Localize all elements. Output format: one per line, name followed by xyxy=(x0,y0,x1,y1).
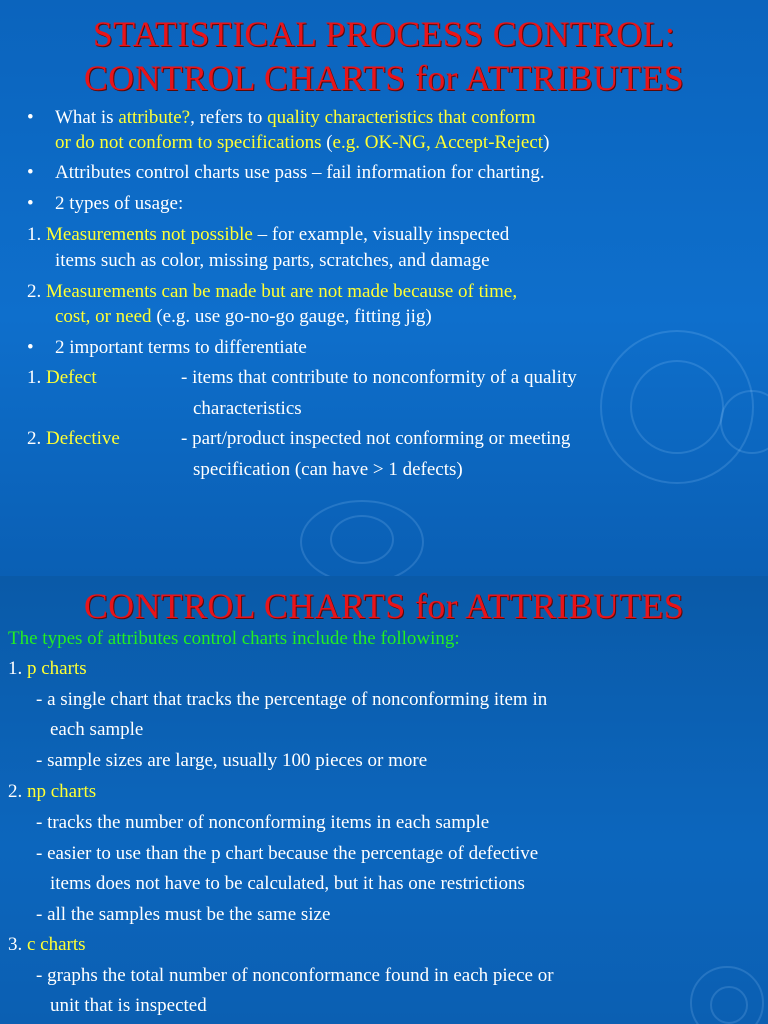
slide-1-title-line-2: CONTROL CHARTS for ATTRIBUTES xyxy=(83,58,685,98)
bullet-marker: • xyxy=(27,107,34,128)
bullet-marker: • xyxy=(27,162,34,183)
text: 2 important terms to differentiate xyxy=(55,337,307,358)
np-chart-line-4: - all the samples must be the same size xyxy=(36,904,331,925)
bullet-important-terms xyxy=(27,336,307,360)
term-defect xyxy=(27,366,97,390)
text: (e.g. use go-no-go gauge, fitting jig) xyxy=(151,306,432,327)
usage-item-1-cont xyxy=(55,249,490,273)
term-defect-desc xyxy=(181,366,577,390)
text: ( xyxy=(321,132,333,153)
text: - items that contribute to nonconformity of a quality xyxy=(181,367,577,388)
list-number: 1. xyxy=(8,658,23,679)
bullet-marker: • xyxy=(27,193,34,214)
highlight-measurements-not-possible: Measurements not possible xyxy=(46,224,253,245)
list-number: 2. xyxy=(27,281,42,302)
term-defect-cont xyxy=(193,397,302,421)
term-defective xyxy=(27,427,120,451)
text: What is xyxy=(55,107,119,128)
highlight-quality-characteristics: quality characteristics that conform xyxy=(267,107,536,128)
highlight-measurements-can-be-made: Measurements can be made but are not made because of time, xyxy=(46,281,518,302)
text: ) xyxy=(543,132,550,153)
highlight-example: e.g. OK-NG, Accept-Reject xyxy=(332,132,544,153)
np-chart-line-2: - easier to use than the p chart because the percentage of defective xyxy=(36,843,539,864)
usage-item-1 xyxy=(27,223,509,247)
text: Attributes control charts use pass – fail information for charting. xyxy=(55,162,545,183)
text: items such as color, missing parts, scratches, and damage xyxy=(55,250,490,271)
list-number: 1. xyxy=(27,224,42,245)
ripple-decoration xyxy=(710,986,748,1024)
highlight-np-charts: np charts xyxy=(27,781,97,802)
slide-2-intro: The types of attributes control charts include the following: xyxy=(8,628,460,649)
highlight-defect: Defect xyxy=(46,367,97,388)
slide-1-title-line-1: STATISTICAL PROCESS CONTROL: xyxy=(92,14,676,54)
text: – for example, visually inspected xyxy=(252,224,510,245)
p-chart-heading xyxy=(8,657,87,681)
bullet-pass-fail xyxy=(27,161,545,185)
usage-item-2 xyxy=(27,280,517,304)
p-chart-line-3: - sample sizes are large, usually 100 pieces or more xyxy=(36,750,428,771)
list-number: 2. xyxy=(27,428,42,449)
np-chart-line-1: - tracks the number of nonconforming items in each sample xyxy=(36,812,490,833)
highlight-p-charts: p charts xyxy=(27,658,87,679)
c-chart-line-2: unit that is inspected xyxy=(50,995,207,1016)
term-defective-cont xyxy=(193,458,463,482)
term-defective-desc xyxy=(181,427,570,451)
c-chart-heading xyxy=(8,933,86,957)
bullet-attribute-definition-cont xyxy=(55,131,549,155)
c-chart-line-1: - graphs the total number of nonconformance found in each piece or xyxy=(36,965,554,986)
np-chart-heading xyxy=(8,780,96,804)
bullet-attribute-definition xyxy=(27,106,536,130)
usage-item-2-cont xyxy=(55,305,432,329)
bullet-types-of-usage xyxy=(27,192,183,216)
p-chart-line-1: - a single chart that tracks the percentage of nonconforming item in xyxy=(36,689,548,710)
p-chart-line-2: each sample xyxy=(50,719,144,740)
highlight-attribute: attribute? xyxy=(118,107,191,128)
ripple-decoration xyxy=(630,360,724,454)
ripple-decoration xyxy=(330,515,394,564)
list-number: 1. xyxy=(27,367,42,388)
text: - part/product inspected not conforming or meeting xyxy=(181,428,571,449)
highlight-cost-or-need: cost, or need xyxy=(55,306,152,327)
highlight-c-charts: c charts xyxy=(27,934,86,955)
text: specification (can have > 1 defects) xyxy=(193,459,463,480)
np-chart-line-3: items does not have to be calculated, but it has one restrictions xyxy=(50,873,525,894)
bullet-marker: • xyxy=(27,337,34,358)
text: characteristics xyxy=(193,398,302,419)
highlight-conform-specs: or do not conform to specifications xyxy=(55,132,322,153)
list-number: 3. xyxy=(8,934,23,955)
slide-2-title: CONTROL CHARTS for ATTRIBUTES xyxy=(83,586,685,626)
text: , refers to xyxy=(190,107,268,128)
highlight-defective: Defective xyxy=(46,428,120,449)
slide-2 xyxy=(0,576,768,1024)
text: 2 types of usage: xyxy=(55,193,184,214)
list-number: 2. xyxy=(8,781,23,802)
